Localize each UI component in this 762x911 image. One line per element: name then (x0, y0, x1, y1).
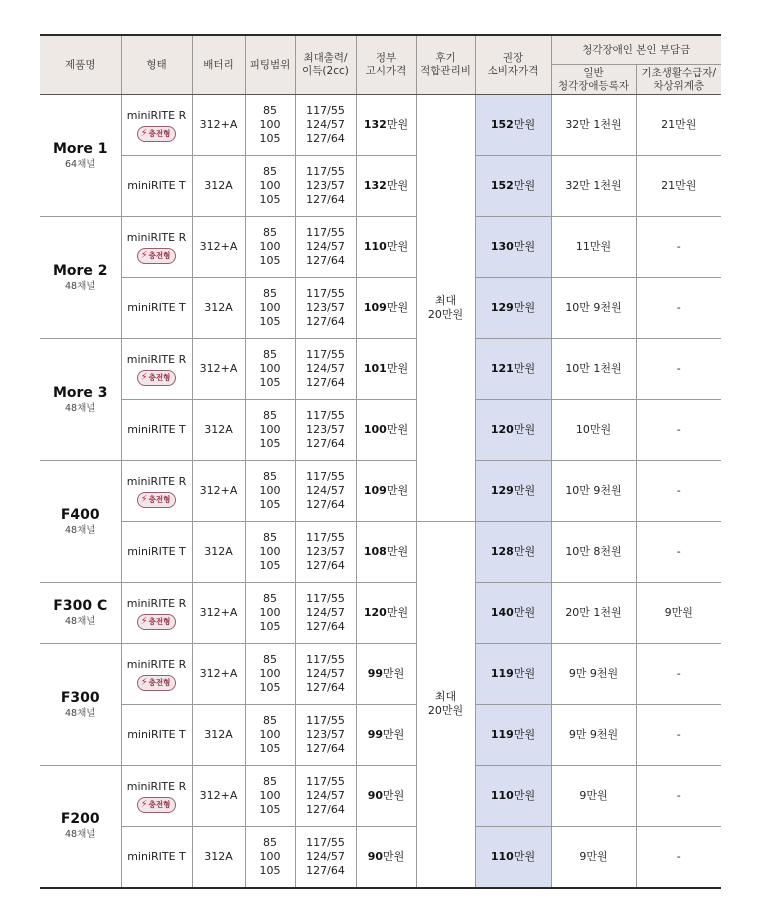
product-name: More 2 (52, 262, 108, 279)
fitting-range-cell: 85 100 105 (245, 400, 295, 461)
form-name: miniRITE R (126, 474, 187, 488)
gov-price-cell (356, 278, 416, 339)
form-cell (121, 583, 192, 644)
burden-general-cell: 10만 9천원 (551, 461, 636, 522)
aftercare-fee-cell: 최대 20만원 (416, 522, 475, 888)
rechargeable-badge (137, 675, 177, 691)
fitting-range-cell: 85 100 105 (245, 583, 295, 644)
recommended-price-unit: 만원 (513, 667, 536, 680)
burden-welfare-cell: - (636, 400, 721, 461)
fitting-range-cell: 85 100 105 (245, 522, 295, 583)
fitting-range-cell: 85 100 105 (245, 156, 295, 217)
recommended-price-value: 110 (490, 849, 514, 863)
product-row (40, 217, 721, 278)
header-burden-welfare: 기초생활수급자/ 차상위계층 (636, 65, 721, 95)
recommended-price-value: 110 (490, 789, 514, 802)
gov-price-unit: 만원 (386, 179, 409, 192)
product-channels: 48채널 (65, 402, 96, 414)
battery-cell: 312+A (192, 583, 245, 644)
recommended-price-cell (475, 644, 551, 705)
form-name: miniRITE R (126, 230, 187, 244)
burden-welfare-cell: - (636, 522, 721, 583)
recommended-price-unit: 만원 (513, 849, 536, 863)
gov-price-unit: 만원 (383, 849, 405, 863)
product-name-cell (40, 583, 121, 644)
form-cell (121, 461, 192, 522)
form-name: miniRITE T (127, 179, 186, 192)
gov-price-cell (356, 827, 416, 888)
product-channels: 48채널 (65, 707, 96, 719)
burden-general-cell: 20만 1천원 (551, 583, 636, 644)
header-aftercare-fee: 후기 적합관리비 (416, 35, 475, 95)
fitting-range-cell: 85 100 105 (245, 766, 295, 827)
burden-welfare-cell: - (636, 644, 721, 705)
rechargeable-badge (137, 370, 177, 386)
gov-price-unit: 만원 (386, 362, 409, 375)
form-cell (121, 400, 192, 461)
product-name: F300 C (53, 598, 108, 614)
badge-text: 충전형 (148, 677, 171, 687)
burden-welfare-cell: - (636, 705, 721, 766)
product-channels: 48채널 (65, 616, 96, 627)
form-name: miniRITE T (127, 728, 186, 741)
price-table-body (40, 95, 721, 888)
burden-general-cell: 10만 8천원 (551, 522, 636, 583)
badge-text: 충전형 (148, 250, 171, 260)
header-burden-general: 일반 청각장애등록자 (551, 65, 636, 95)
form-cell (121, 217, 192, 278)
fitting-range-cell: 85 100 105 (245, 644, 295, 705)
burden-general-cell: 9만원 (551, 766, 636, 827)
gov-price-unit: 만원 (383, 789, 405, 802)
max-output-cell: 117/55 124/57 127/64 (295, 461, 356, 522)
form-name: miniRITE T (127, 301, 186, 314)
recommended-price-cell (475, 156, 551, 217)
burden-welfare-cell: 21만원 (636, 95, 721, 156)
badge-text: 충전형 (148, 799, 171, 809)
max-output-cell: 117/55 124/57 127/64 (295, 827, 356, 888)
form-cell (121, 644, 192, 705)
product-name-cell (40, 644, 121, 766)
burden-welfare-cell: - (636, 461, 721, 522)
recommended-price-unit: 만원 (513, 362, 536, 375)
gov-price-unit: 만원 (386, 118, 409, 131)
recommended-price-value: 152 (490, 118, 514, 131)
burden-welfare-cell: - (636, 278, 721, 339)
battery-cell: 312A (192, 400, 245, 461)
product-row (40, 461, 721, 522)
header-battery: 배터리 (192, 35, 245, 95)
max-output-cell: 117/55 124/57 127/64 (295, 766, 356, 827)
gov-price-unit: 만원 (386, 240, 409, 253)
form-name: miniRITE R (126, 596, 187, 610)
gov-price-value: 109 (363, 484, 387, 497)
price-table (40, 34, 721, 889)
header-gov-price: 정부 고시가격 (356, 35, 416, 95)
recommended-price-value: 128 (490, 545, 514, 558)
gov-price-cell (356, 95, 416, 156)
gov-price-value: 99 (367, 728, 384, 741)
fitting-range-cell: 85 100 105 (245, 339, 295, 400)
gov-price-cell (356, 339, 416, 400)
gov-price-unit: 만원 (386, 606, 409, 619)
product-name-cell (40, 766, 121, 888)
battery-cell: 312+A (192, 644, 245, 705)
fitting-range-cell: 85 100 105 (245, 217, 295, 278)
lightning-icon: ⚡ (140, 371, 148, 383)
rechargeable-badge (137, 248, 177, 264)
lightning-icon: ⚡ (140, 249, 148, 261)
burden-general-cell: 9만 9천원 (551, 644, 636, 705)
form-cell (121, 278, 192, 339)
lightning-icon: ⚡ (140, 493, 148, 505)
recommended-price-unit: 만원 (513, 484, 536, 497)
max-output-cell: 117/55 123/57 127/64 (295, 705, 356, 766)
form-cell (121, 705, 192, 766)
product-channels: 48채널 (65, 829, 96, 841)
gov-price-value: 100 (363, 423, 387, 436)
lightning-icon: ⚡ (140, 798, 148, 810)
gov-price-unit: 만원 (386, 545, 409, 558)
max-output-cell: 117/55 123/57 127/64 (295, 156, 356, 217)
gov-price-value: 90 (367, 849, 384, 863)
gov-price-unit: 만원 (386, 484, 409, 497)
burden-general-cell: 32만 1천원 (551, 95, 636, 156)
recommended-price-unit: 만원 (513, 179, 536, 192)
recommended-price-unit: 만원 (513, 301, 536, 314)
recommended-price-cell (475, 400, 551, 461)
gov-price-value: 108 (363, 545, 387, 558)
product-name: F400 (60, 506, 100, 523)
gov-price-cell (356, 156, 416, 217)
product-name: More 1 (52, 140, 108, 157)
gov-price-cell (356, 644, 416, 705)
badge-text: 충전형 (148, 616, 171, 626)
rechargeable-badge (137, 614, 177, 630)
form-cell (121, 766, 192, 827)
gov-price-value: 109 (363, 301, 387, 314)
product-name: More 3 (52, 384, 108, 401)
recommended-price-cell (475, 705, 551, 766)
recommended-price-value: 120 (490, 423, 514, 436)
max-output-cell: 117/55 123/57 127/64 (295, 278, 356, 339)
header-product: 제품명 (40, 35, 121, 95)
fitting-range-cell: 85 100 105 (245, 95, 295, 156)
battery-cell: 312+A (192, 766, 245, 827)
recommended-price-value: 119 (490, 728, 514, 741)
recommended-price-unit: 만원 (513, 240, 536, 253)
gov-price-value: 101 (363, 362, 387, 375)
product-row (40, 827, 721, 888)
burden-general-cell: 9만 9천원 (551, 705, 636, 766)
product-name: F200 (60, 811, 100, 828)
max-output-cell: 117/55 124/57 127/64 (295, 583, 356, 644)
header-self-burden: 청각장애인 본인 부담금 (551, 35, 721, 65)
gov-price-value: 132 (363, 118, 387, 131)
battery-cell: 312A (192, 522, 245, 583)
recommended-price-value: 129 (490, 484, 514, 497)
fitting-range-cell: 85 100 105 (245, 705, 295, 766)
form-cell (121, 95, 192, 156)
badge-text: 충전형 (148, 494, 171, 504)
gov-price-value: 99 (367, 667, 384, 680)
gov-price-cell (356, 217, 416, 278)
max-output-cell: 117/55 124/57 127/64 (295, 644, 356, 705)
recommended-price-unit: 만원 (513, 118, 536, 131)
product-row (40, 400, 721, 461)
fitting-range-cell: 85 100 105 (245, 827, 295, 888)
form-name: miniRITE R (126, 108, 187, 122)
form-name: miniRITE T (127, 423, 186, 436)
recommended-price-value: 140 (490, 606, 514, 619)
battery-cell: 312A (192, 156, 245, 217)
gov-price-value: 110 (363, 240, 387, 253)
burden-welfare-cell: - (636, 339, 721, 400)
gov-price-cell (356, 400, 416, 461)
battery-cell: 312+A (192, 95, 245, 156)
recommended-price-cell (475, 827, 551, 888)
recommended-price-cell (475, 583, 551, 644)
burden-welfare-cell: - (636, 217, 721, 278)
gov-price-value: 132 (363, 179, 387, 192)
battery-cell: 312A (192, 705, 245, 766)
recommended-price-value: 152 (490, 179, 514, 192)
max-output-cell: 117/55 124/57 127/64 (295, 95, 356, 156)
form-cell (121, 827, 192, 888)
form-cell (121, 522, 192, 583)
rechargeable-badge (137, 126, 177, 142)
max-output-cell: 117/55 124/57 127/64 (295, 217, 356, 278)
product-row (40, 339, 721, 400)
recommended-price-cell (475, 339, 551, 400)
recommended-price-cell (475, 95, 551, 156)
product-name-cell (40, 217, 121, 339)
rechargeable-badge (137, 797, 177, 813)
product-name-cell (40, 339, 121, 461)
product-channels: 64채널 (65, 158, 96, 170)
fitting-range-cell: 85 100 105 (245, 278, 295, 339)
product-row (40, 705, 721, 766)
lightning-icon: ⚡ (140, 676, 148, 688)
recommended-price-unit: 만원 (513, 789, 536, 802)
gov-price-cell (356, 522, 416, 583)
recommended-price-cell (475, 522, 551, 583)
form-cell (121, 339, 192, 400)
max-output-cell: 117/55 123/57 127/64 (295, 522, 356, 583)
header-row (40, 35, 721, 65)
gov-price-unit: 만원 (383, 667, 405, 680)
recommended-price-unit: 만원 (513, 545, 536, 558)
recommended-price-unit: 만원 (513, 728, 536, 741)
product-name-cell (40, 461, 121, 583)
product-channels: 48채널 (65, 524, 96, 536)
burden-welfare-cell: 9만원 (636, 583, 721, 644)
gov-price-unit: 만원 (383, 728, 405, 741)
gov-price-cell (356, 705, 416, 766)
form-name: miniRITE R (126, 352, 187, 366)
header-form: 형태 (121, 35, 192, 95)
recommended-price-cell (475, 766, 551, 827)
badge-text: 충전형 (148, 128, 171, 138)
battery-cell: 312+A (192, 217, 245, 278)
burden-general-cell: 10만 1천원 (551, 339, 636, 400)
recommended-price-value: 129 (490, 301, 514, 314)
recommended-price-unit: 만원 (513, 606, 536, 619)
burden-general-cell: 10만 9천원 (551, 278, 636, 339)
product-row (40, 766, 721, 827)
recommended-price-cell (475, 217, 551, 278)
battery-cell: 312+A (192, 339, 245, 400)
burden-general-cell: 11만원 (551, 217, 636, 278)
gov-price-cell (356, 766, 416, 827)
aftercare-fee-cell: 최대 20만원 (416, 95, 475, 522)
product-channels: 48채널 (65, 280, 96, 292)
recommended-price-value: 121 (490, 362, 514, 375)
form-name: miniRITE R (126, 657, 187, 671)
form-name: miniRITE R (126, 779, 187, 793)
product-row (40, 156, 721, 217)
product-row (40, 583, 721, 644)
gov-price-cell (356, 461, 416, 522)
recommended-price-value: 119 (490, 667, 514, 680)
burden-general-cell: 10만원 (551, 400, 636, 461)
recommended-price-cell (475, 278, 551, 339)
header-recommended-price: 권장 소비자가격 (475, 35, 551, 95)
badge-text: 충전형 (148, 372, 171, 382)
product-name-cell (40, 95, 121, 217)
recommended-price-value: 130 (490, 240, 514, 253)
gov-price-value: 90 (367, 789, 384, 802)
form-name: miniRITE T (127, 849, 186, 863)
burden-welfare-cell: 21만원 (636, 156, 721, 217)
fitting-range-cell: 85 100 105 (245, 461, 295, 522)
recommended-price-unit: 만원 (513, 423, 536, 436)
recommended-price-cell (475, 461, 551, 522)
gov-price-value: 120 (363, 606, 387, 619)
burden-general-cell: 9만원 (551, 827, 636, 888)
max-output-cell: 117/55 123/57 127/64 (295, 400, 356, 461)
gov-price-unit: 만원 (386, 423, 409, 436)
header-max-output: 최대출력/ 이득(2cc) (295, 35, 356, 95)
gov-price-cell (356, 583, 416, 644)
burden-welfare-cell: - (636, 827, 721, 888)
battery-cell: 312A (192, 278, 245, 339)
lightning-icon: ⚡ (140, 615, 148, 627)
product-row (40, 278, 721, 339)
burden-general-cell: 32만 1천원 (551, 156, 636, 217)
lightning-icon: ⚡ (140, 127, 148, 139)
header-fitting-range: 피팅범위 (245, 35, 295, 95)
product-row (40, 522, 721, 583)
product-name: F300 (60, 689, 100, 706)
burden-welfare-cell: - (636, 766, 721, 827)
rechargeable-badge (137, 492, 177, 508)
battery-cell: 312A (192, 827, 245, 888)
product-row (40, 644, 721, 705)
product-row (40, 95, 721, 156)
gov-price-unit: 만원 (386, 301, 409, 314)
form-cell (121, 156, 192, 217)
max-output-cell: 117/55 124/57 127/64 (295, 339, 356, 400)
battery-cell: 312+A (192, 461, 245, 522)
form-name: miniRITE T (127, 545, 186, 558)
